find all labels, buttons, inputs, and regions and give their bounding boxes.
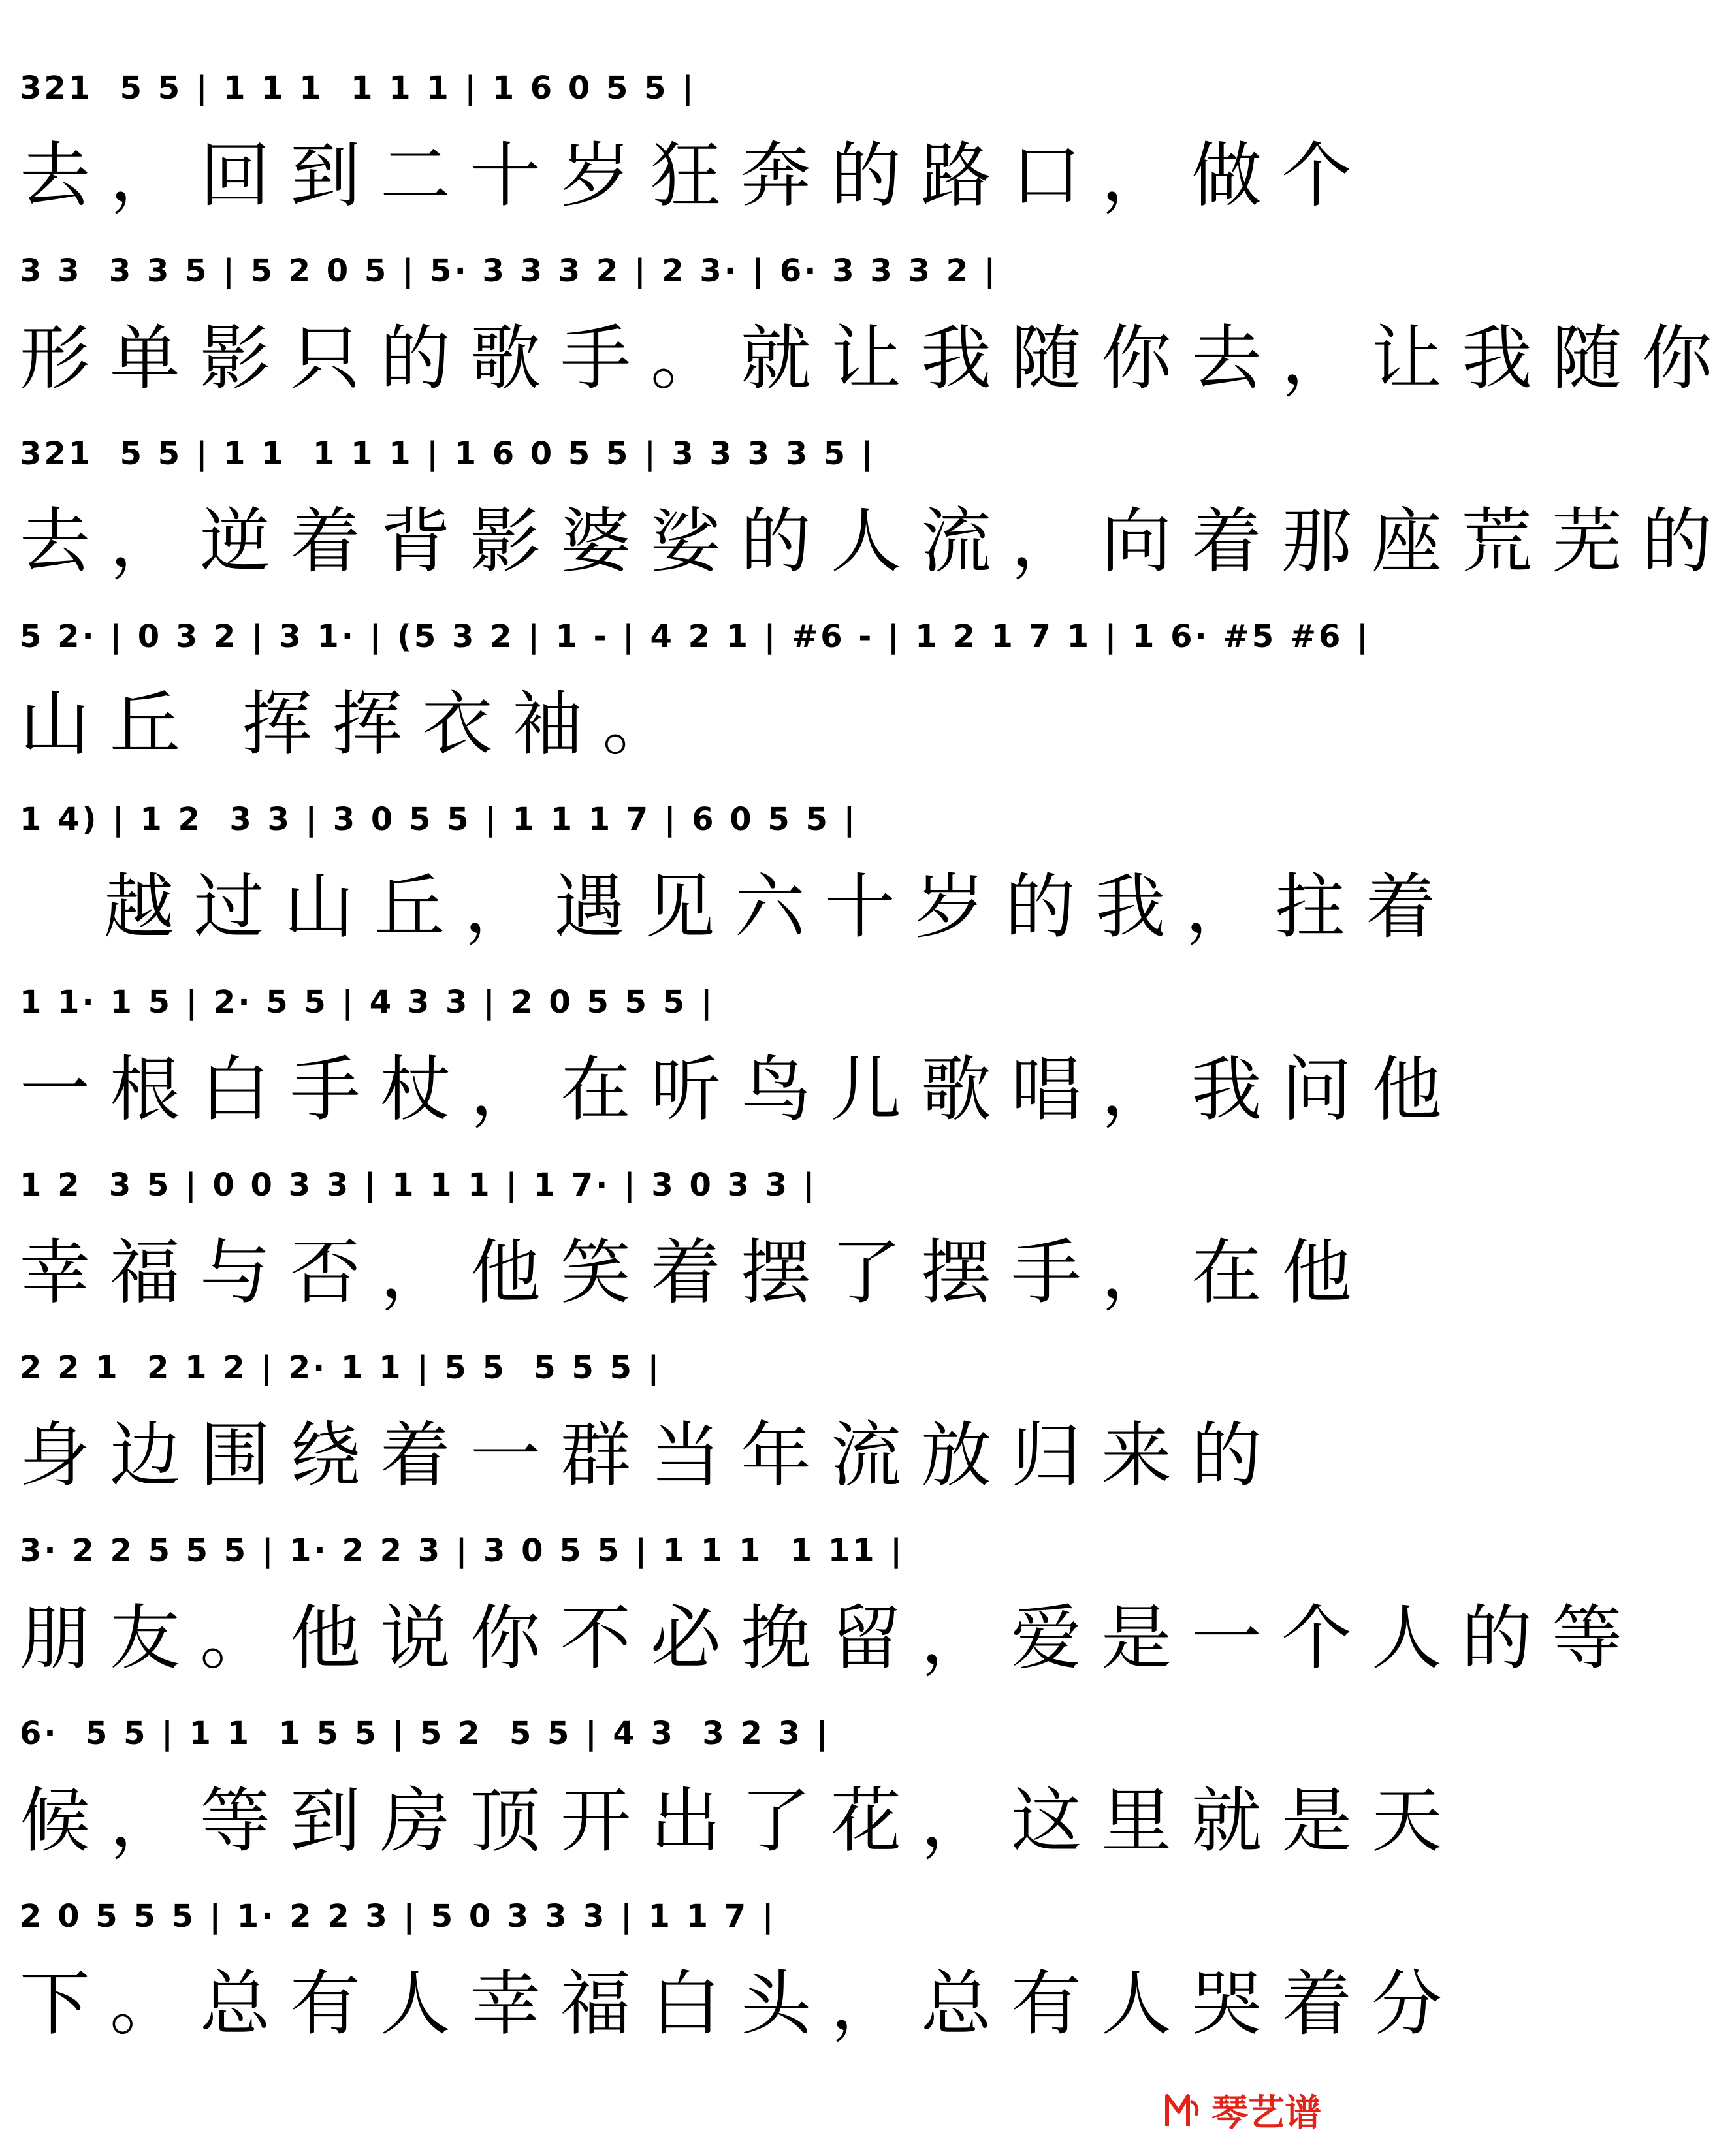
jianpu-notes-line: 3 3 3 3 5 | 5 2 0 5 | 5· 3 3 3 2 | 2 3· | 6· 3 3 3 2 |	[20, 253, 999, 289]
score	[20, 52, 1732, 2063]
lyrics-line: 去，回到二十岁狂奔的路口，做个	[20, 135, 1372, 217]
jianpu-notes-line: 2 2 1 2 1 2 | 2· 1 1 | 5 5 5 5 5 |	[20, 1350, 662, 1386]
score-system	[20, 1515, 1643, 1698]
lyrics-line: 朋友。他说你不必挽留，爱是一个人的等	[20, 1598, 1643, 1679]
score-system	[20, 1149, 1372, 1332]
jianpu-notes-line: 321 5 5 | 1 1 1 1 1 | 1 6 0 5 5 | 3 3 3 3 5 |	[20, 436, 876, 472]
score-system	[20, 601, 1371, 784]
jianpu-notes-line: 5 2· | 0 3 2 | 3 1· | (5 3 2 | 1 - | 4 2 1 | #6 - | 1 2 1 7 1 | 1 6· #5 #6 |	[20, 618, 1371, 655]
music-note-icon	[1162, 2089, 1204, 2131]
lyrics-line: 一根白手杖，在听鸟儿歌唱，我问他	[20, 1049, 1462, 1131]
score-system	[20, 52, 1372, 235]
jianpu-notes-line: 1 2 3 5 | 0 0 3 3 | 1 1 1 | 1 7· | 3 0 3 3 |	[20, 1167, 818, 1203]
watermark-logo	[1162, 2084, 1321, 2136]
jianpu-notes-line: 1 4) | 1 2 3 3 | 3 0 5 5 | 1 1 1 7 | 6 0 5 5 |	[20, 801, 858, 838]
lyrics-line: 越过山丘，遇见六十岁的我，拄着	[20, 866, 1456, 948]
score-system	[20, 1332, 1332, 1515]
lyrics-line: 形单影只的歌手。就让我随你去，让我随你	[20, 318, 1732, 400]
score-system	[20, 966, 1462, 1149]
watermark-text: 琴艺谱	[1211, 2092, 1321, 2134]
jianpu-notes-line: 1 1· 1 5 | 2· 5 5 | 4 3 3 | 2 0 5 5 5 |	[20, 984, 715, 1021]
lyrics-line: 幸福与否，他笑着摆了摆手，在他	[20, 1232, 1372, 1314]
lyrics-line: 下。总有人幸福白头，总有人哭着分	[20, 1963, 1462, 2045]
jianpu-notes-line: 2 0 5 5 5 | 1· 2 2 3 | 5 0 3 3 3 | 1 1 7 |	[20, 1898, 777, 1935]
lyrics-line: 山丘 挥挥衣袖。	[20, 684, 693, 765]
lyrics-line: 身边围绕着一群当年流放归来的	[20, 1415, 1282, 1497]
lyrics-line: 候，等到房顶开出了花，这里就是天	[20, 1781, 1462, 1862]
score-system	[20, 1880, 1462, 2063]
score-system	[20, 235, 1732, 418]
lyrics-line: 去，逆着背影婆娑的人流，向着那座荒芜的	[20, 501, 1732, 582]
score-system	[20, 784, 1456, 966]
jianpu-notes-line: 6· 5 5 | 1 1 1 5 5 | 5 2 5 5 | 4 3 3 2 3 |	[20, 1715, 831, 1752]
jianpu-notes-line: 3· 2 2 5 5 5 | 1· 2 2 3 | 3 0 5 5 | 1 1 1 1 11 |	[20, 1532, 905, 1569]
score-system	[20, 418, 1732, 601]
score-system	[20, 1698, 1462, 1880]
jianpu-notes-line: 321 5 5 | 1 1 1 1 1 1 | 1 6 0 5 5 |	[20, 70, 696, 106]
